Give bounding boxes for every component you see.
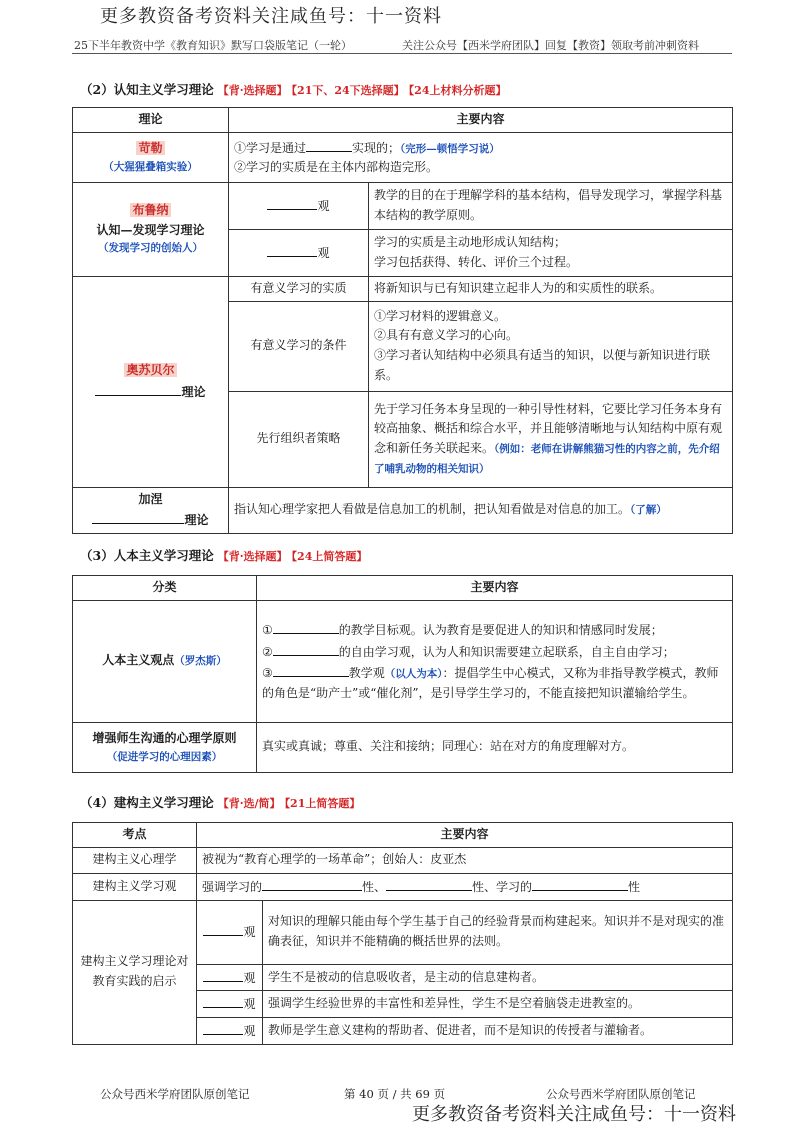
- ausubel-row1-text: 将新知识与已有知识建立起非人为的和实质性的联系。: [369, 276, 733, 301]
- cognitive-theory-table: [72, 107, 733, 534]
- page-number: 第 40 页 / 共 69 页: [344, 1087, 446, 1101]
- col-header-content-3: 主要内容: [257, 576, 733, 601]
- bruner-name: 布鲁纳: [132, 202, 169, 217]
- ausubel-row2-label: 有意义学习的条件: [229, 301, 369, 391]
- kohler-blank: [306, 137, 352, 152]
- constructivism-psych-content: 被视为“教育心理学的一场革命”；创始人：皮亚杰: [197, 847, 733, 873]
- section-3-tag-1: 【背·选择题】: [217, 550, 288, 563]
- header-right: 关注公众号【西米学府团队】回复【教资】领取考前冲刺资料: [402, 39, 699, 52]
- implication-view-4-label: 观: [197, 1018, 263, 1045]
- implication-view-1-text: 对知识的理解只能由每个学生基于自己的经验背景而构建起来。知识并不是对现实的准确表征，知识并不能精确的概括世界的法则。: [263, 900, 733, 964]
- implication-view-2-text: 学生不是被动的信息吸收者，是主动的信息建构者。: [263, 964, 733, 991]
- bruner-view2-label: 观: [229, 229, 369, 276]
- footer-left: 公众号西米学府团队原创笔记: [100, 1087, 250, 1101]
- gagne-name: 加涅: [138, 491, 163, 506]
- section-4-tag-2: 【21上简答题】: [284, 797, 361, 810]
- humanistic-view-content: ① 的教学目标观。认为教育是要促进人的知识和情感同时发展； ② 的自由学习观，认为人和知识需要建立起联系，自主自由学习； ③ 教学观（以人为本）：提倡学生中心模式，又称为非指导教学模式，教师的角色是“助产士”或“催化剂”，是引导学生学习的，不能直接把知识灌输给学生。: [257, 600, 733, 722]
- section-2-tag-1: 【背·选择题】: [217, 84, 288, 97]
- section-2-tag-3: 【24上材料分析题】: [408, 84, 507, 97]
- bruner-note: （发现学习的创始人）: [98, 242, 203, 255]
- footer-right: 公众号西米学府团队原创笔记: [546, 1087, 696, 1101]
- bruner-subtitle: 认知—发现学习理论: [96, 222, 205, 237]
- section-2-title: （2）认知主义学习理论 【背·选择题】 【21下、24下选择题】 【24上材料分析题】: [80, 82, 507, 97]
- humanistic-theory-table: [72, 575, 733, 773]
- constructivism-learning-content: 强调学习的 性、 性、学习的 性: [197, 873, 733, 900]
- kohler-content: ①学习是通过 实现的；（完形—顿悟学习说） ②学习的实质是在主体内部构造完形。: [229, 132, 733, 182]
- implication-view-4-text: 教师是学生意义建构的帮助者、促进者，而不是知识的传授者与灌输者。: [263, 1018, 733, 1045]
- bruner-cell: [73, 182, 229, 276]
- col-header-content-4: 主要内容: [197, 823, 733, 848]
- section-4-tag-1: 【背·选/简】: [217, 797, 281, 810]
- gagne-cell: 加涅 理论: [73, 487, 229, 534]
- ausubel-row3-label: 先行组织者策略: [229, 391, 369, 487]
- constructivism-learning-label: 建构主义学习观: [73, 873, 197, 900]
- col-header-category: 分类: [73, 576, 257, 601]
- header-left: 25下半年教资中学《教育知识》默写口袋版笔记（一轮）: [74, 39, 352, 52]
- header-divider: [72, 53, 732, 54]
- section-3-title: （3）人本主义学习理论 【背·选择题】 【24上简答题】: [80, 548, 368, 563]
- col-header-theory: 理论: [73, 108, 229, 133]
- kohler-cell: [73, 132, 229, 182]
- implication-view-3-text: 强调学生经验世界的丰富性和差异性，学生不是空着脑袋走进教室的。: [263, 991, 733, 1018]
- section-3-tag-2: 【24上简答题】: [291, 550, 368, 563]
- communication-principle-content: 真实或真诚；尊重、关注和接纳；同理心：站在对方的角度理解对方。: [257, 722, 733, 772]
- constructivism-table: [72, 822, 733, 1045]
- ausubel-cell: 奥苏贝尔 理论: [73, 276, 229, 487]
- watermark-top: 更多教资备考资料关注咸鱼号：十一资料: [100, 6, 442, 27]
- constructivism-psych-label: 建构主义心理学: [73, 847, 197, 873]
- bruner-view1-label: 观: [229, 182, 369, 229]
- ausubel-row2-text: ①学习材料的逻辑意义。 ②具有有意义学习的心向。 ③学习者认知结构中必须具有适当的知识，以便与新知识进行联系。: [369, 301, 733, 391]
- ausubel-row3-text: 先于学习任务本身呈现的一种引导性材料，它要比学习任务本身有较高抽象、概括和综合水平，并且能够清晰地与认知结构中原有观念和新任务关联起来。（例如：老师在讲解熊猫习性的内容之前，先介绍了哺乳动物的相关知识）: [369, 391, 733, 487]
- watermark-bottom: 更多教资备考资料关注咸鱼号：十一资料: [412, 1104, 736, 1125]
- bruner-view1-text: 教学的目的在于理解学科的基本结构，倡导发现学习，掌握学科基本结构的教学原则。: [369, 182, 733, 229]
- communication-principle-label: 增强师生沟通的心理学原则 （促进学习的心理因素）: [73, 722, 257, 772]
- implication-view-1-label: 观: [197, 900, 263, 964]
- humanistic-view-label: 人本主义观点（罗杰斯）: [73, 600, 257, 722]
- kohler-note: （大猩猩叠箱实验）: [103, 160, 198, 173]
- gagne-content: 指认知心理学家把人看做是信息加工的机制，把认知看做是对信息的加工。（了解）: [229, 487, 733, 534]
- implication-view-3-label: 观: [197, 991, 263, 1018]
- ausubel-row1-label: 有意义学习的实质: [229, 276, 369, 301]
- constructivism-implication-label: 建构主义学习理论对教育实践的启示: [73, 900, 197, 1044]
- ausubel-name: 奥苏贝尔: [126, 362, 175, 377]
- kohler-name: 苛勒: [138, 140, 163, 155]
- col-header-content: 主要内容: [229, 108, 733, 133]
- bruner-view2-text: 学习的实质是主动地形成认知结构； 学习包括获得、转化、评价三个过程。: [369, 229, 733, 276]
- implication-view-2-label: 观: [197, 964, 263, 991]
- col-header-point: 考点: [73, 823, 197, 848]
- section-4-title: （4）建构主义学习理论 【背·选/简】 【21上简答题】: [80, 795, 361, 810]
- section-2-tag-2: 【21下、24下选择题】: [291, 84, 405, 97]
